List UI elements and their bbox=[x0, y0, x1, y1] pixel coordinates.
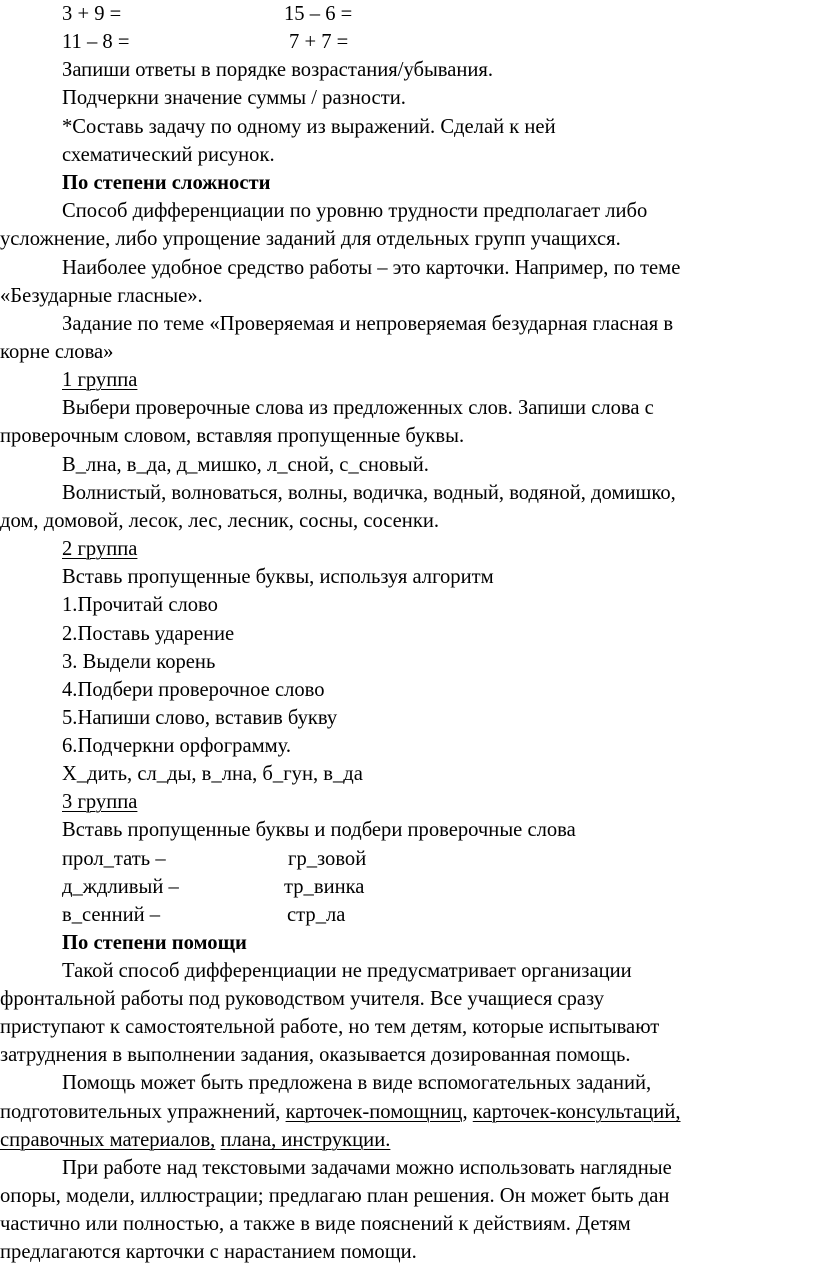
help-p2-line-2 bbox=[0, 1098, 681, 1126]
group-3-row-1-left: прол_тать – bbox=[62, 848, 166, 870]
help-p2-sep: , bbox=[462, 1101, 468, 1123]
task-3-line-1: *Составь задачу по одному из выражений. Сделай к ней bbox=[62, 116, 556, 138]
task-2: Подчеркни значение суммы / разности. bbox=[62, 87, 406, 109]
group-2-intro: Вставь пропущенные буквы, используя алгоритм bbox=[62, 566, 494, 588]
group-1-list-line-1: Волнистый, волноваться, волны, водичка, водный, водяной, домишко, bbox=[62, 482, 676, 504]
help-p3-line-4: предлагаются карточки с нарастанием помощи. bbox=[0, 1241, 417, 1263]
group-2-step-3: 3. Выдели корень bbox=[62, 651, 216, 673]
group-3-title: 3 группа bbox=[62, 791, 138, 813]
difficulty-p2-line-2: «Безударные гласные». bbox=[0, 285, 203, 307]
group-2-step-6: 6.Подчеркни орфограмму. bbox=[62, 735, 292, 757]
help-p3-line-3: частично или полностью, а также в виде пояснений к действиям. Детям bbox=[0, 1213, 631, 1235]
help-p1-line-3: приступают к самостоятельной работе, но тем детям, которые испытывают bbox=[0, 1016, 660, 1038]
help-p1-line-4: затруднения в выполнении задания, оказывается дозированная помощь. bbox=[0, 1044, 631, 1066]
help-p1-line-1: Такой способ дифференциации не предусматривает организации bbox=[62, 960, 632, 982]
task-3-line-2: схематический рисунок. bbox=[62, 144, 275, 166]
help-p3-line-1: При работе над текстовыми задачами можно использовать наглядные bbox=[62, 1157, 672, 1179]
difficulty-p1-line-2: усложнение, либо упрощение заданий для отдельных групп учащихся. bbox=[0, 228, 621, 250]
group-2-words: Х_дить, сл_ды, в_лна, б_гун, в_да bbox=[62, 763, 363, 785]
group-3-row-1-right: гр_зовой bbox=[288, 848, 367, 870]
group-1-task-line-1: Выбери проверочные слова из предложенных слов. Запиши слова с bbox=[62, 397, 654, 419]
link-reference-materials[interactable]: справочных материалов, bbox=[0, 1129, 216, 1151]
help-p2-plain: подготовительных упражнений, bbox=[0, 1101, 281, 1123]
link-helper-cards[interactable]: карточек-помощниц bbox=[285, 1101, 463, 1123]
help-p1-line-2: фронтальной работы под руководством учителя. Все учащиеся сразу bbox=[0, 988, 605, 1010]
example-2-right: 7 + 7 = bbox=[289, 31, 349, 53]
group-3-intro: Вставь пропущенные буквы и подбери проверочные слова bbox=[62, 819, 576, 841]
group-2-step-4: 4.Подбери проверочное слово bbox=[62, 679, 325, 701]
help-p2-line-1: Помощь может быть предложена в виде вспомогательных заданий, bbox=[62, 1072, 652, 1094]
difficulty-p3-line-1: Задание по теме «Проверяемая и непроверяемая безударная гласная в bbox=[62, 313, 674, 335]
link-consult-cards[interactable]: карточек-консультаций, bbox=[472, 1101, 681, 1123]
example-row-1 bbox=[62, 0, 121, 28]
example-1-right: 15 – 6 = bbox=[284, 3, 353, 25]
heading-difficulty: По степени сложности bbox=[62, 172, 271, 194]
group-3-row-3-right: стр_ла bbox=[287, 904, 346, 926]
group-2-step-2: 2.Поставь ударение bbox=[62, 623, 235, 645]
example-row-2 bbox=[62, 28, 129, 56]
difficulty-p1-line-1: Способ дифференциации по уровню трудности предполагает либо bbox=[62, 200, 648, 222]
difficulty-p3-line-2: корне слова» bbox=[0, 341, 114, 363]
group-2-step-5: 5.Напиши слово, вставив букву bbox=[62, 707, 338, 729]
group-3-row-3-left: в_сенний – bbox=[62, 904, 161, 926]
link-plan-instructions[interactable]: плана, инструкции. bbox=[220, 1129, 391, 1151]
difficulty-p2-line-1: Наиболее удобное средство работы – это карточки. Например, по теме bbox=[62, 257, 681, 279]
group-1-words: В_лна, в_да, д_мишко, л_сной, с_сновый. bbox=[62, 454, 429, 476]
group-2-step-1: 1.Прочитай слово bbox=[62, 594, 218, 616]
group-3-row-2-right: тр_винка bbox=[284, 876, 365, 898]
group-1-task-line-2: проверочным словом, вставляя пропущенные буквы. bbox=[0, 425, 465, 447]
task-1: Запиши ответы в порядке возрастания/убывания. bbox=[62, 59, 494, 81]
heading-help: По степени помощи bbox=[62, 932, 247, 954]
group-3-row-2-left: д_ждливый – bbox=[62, 876, 179, 898]
group-1-title: 1 группа bbox=[62, 369, 138, 391]
example-2-left: 11 – 8 = bbox=[62, 31, 130, 53]
help-p3-line-2: опоры, модели, иллюстрации; предлагаю план решения. Он может быть дан bbox=[0, 1185, 670, 1207]
help-p2-line-3 bbox=[0, 1126, 390, 1154]
group-1-list-line-2: дом, домовой, лесок, лес, лесник, сосны, сосенки. bbox=[0, 510, 439, 532]
group-2-title: 2 группа bbox=[62, 538, 138, 560]
example-1-left: 3 + 9 = bbox=[62, 3, 122, 25]
